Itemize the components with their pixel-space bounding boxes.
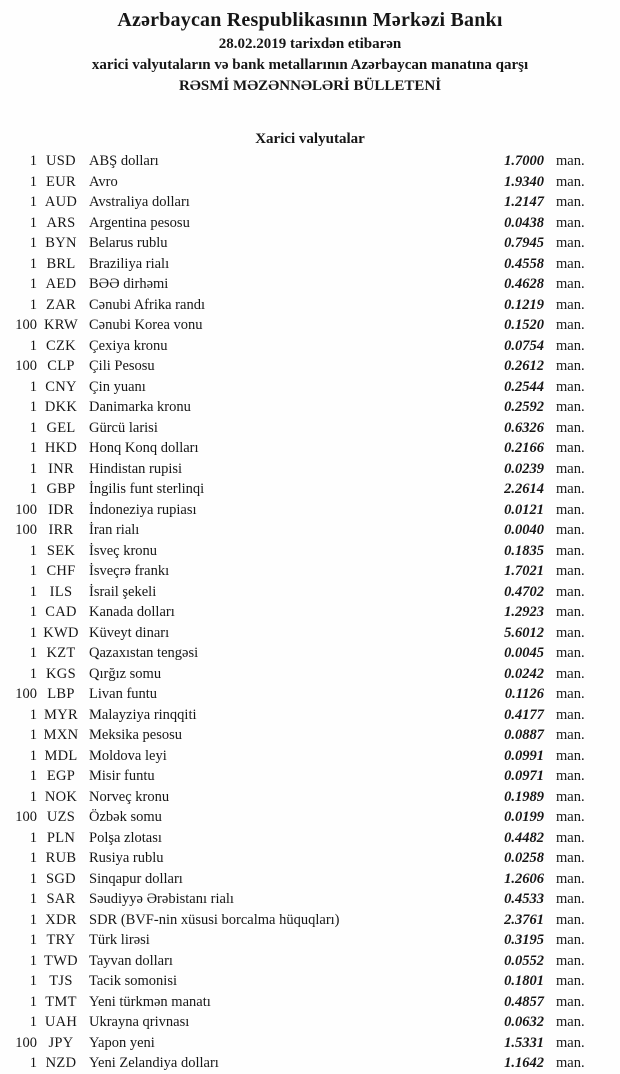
currency-code: IRR bbox=[48, 522, 74, 538]
rate-value: 0.1126 bbox=[504, 686, 544, 702]
unit-label: man. bbox=[556, 173, 585, 190]
currency-quantity: 1 bbox=[29, 296, 37, 313]
unit-label: man. bbox=[556, 153, 585, 169]
unit-label: man. bbox=[556, 235, 585, 251]
currency-code: TJS bbox=[49, 973, 73, 989]
unit-label: man. bbox=[556, 993, 585, 1010]
unit-label: man. bbox=[556, 665, 585, 682]
unit-label: man. bbox=[556, 952, 585, 969]
currency-quantity: 1 bbox=[29, 1014, 37, 1030]
rate-value: 0.6326 bbox=[504, 419, 544, 436]
currency-name: Norveç kronu bbox=[89, 788, 170, 805]
unit-label: man. bbox=[556, 850, 585, 866]
currency-row bbox=[0, 766, 620, 787]
currency-quantity: 100 bbox=[15, 501, 37, 518]
currency-code: DKK bbox=[44, 399, 78, 415]
currency-code: ILS bbox=[49, 583, 73, 600]
currency-name: Rusiya rublu bbox=[89, 850, 164, 866]
currency-quantity: 100 bbox=[15, 1034, 37, 1051]
currency-code: XDR bbox=[45, 911, 77, 928]
currency-name: Tacik somonisi bbox=[89, 973, 177, 989]
currency-quantity: 1 bbox=[29, 706, 37, 723]
currency-quantity: 1 bbox=[29, 788, 37, 805]
currency-row bbox=[0, 397, 620, 418]
currency-quantity: 1 bbox=[29, 337, 37, 354]
currency-quantity: 1 bbox=[29, 973, 37, 989]
unit-label: man. bbox=[556, 911, 585, 928]
currency-quantity: 1 bbox=[29, 911, 37, 928]
currency-code: ZAR bbox=[46, 296, 76, 313]
bulletin-title: RƏSMİ MƏZƏNNƏLƏRİ BÜLLETENİ bbox=[178, 78, 442, 94]
currency-row bbox=[0, 684, 620, 705]
currency-row bbox=[0, 541, 620, 562]
currency-name: Yeni Zelandiya dolları bbox=[89, 1055, 219, 1071]
currency-code: JPY bbox=[48, 1034, 74, 1051]
currency-quantity: 1 bbox=[29, 645, 37, 661]
currency-row bbox=[0, 746, 620, 767]
currency-code: KRW bbox=[44, 317, 78, 333]
rate-value: 0.0040 bbox=[504, 522, 544, 538]
currency-name: Çili Pesosu bbox=[89, 358, 155, 374]
currency-name: Yeni türkmən manatı bbox=[89, 993, 211, 1010]
currency-name: Tayvan dolları bbox=[89, 952, 173, 969]
rate-value: 0.4628 bbox=[504, 276, 544, 292]
currency-code: CAD bbox=[45, 604, 77, 620]
currency-row bbox=[0, 336, 620, 357]
currency-name: Honq Konq dolları bbox=[89, 440, 199, 456]
rate-value: 1.7000 bbox=[504, 153, 544, 169]
currency-quantity: 1 bbox=[29, 153, 37, 169]
currency-row bbox=[0, 192, 620, 213]
currency-code: KZT bbox=[46, 645, 76, 661]
currency-quantity: 1 bbox=[29, 932, 37, 948]
currency-quantity: 1 bbox=[29, 214, 37, 231]
currency-quantity: 1 bbox=[29, 727, 37, 743]
currency-row bbox=[0, 643, 620, 664]
currency-code: TRY bbox=[46, 932, 76, 948]
currency-quantity: 1 bbox=[29, 583, 37, 600]
unit-label: man. bbox=[556, 1055, 585, 1071]
currency-quantity: 1 bbox=[29, 399, 37, 415]
currency-name: SDR (BVF-nin xüsusi borcalma hüquqları) bbox=[89, 911, 340, 928]
currency-name: Cənubi Afrika randı bbox=[89, 296, 205, 313]
currency-name: Türk lirəsi bbox=[89, 932, 150, 948]
currency-name: Polşa zlotası bbox=[89, 829, 162, 846]
rate-value: 0.0754 bbox=[504, 337, 544, 354]
rate-value: 0.0438 bbox=[504, 214, 544, 231]
unit-label: man. bbox=[556, 604, 585, 620]
currency-quantity: 1 bbox=[29, 1055, 37, 1071]
currency-row bbox=[0, 561, 620, 582]
rate-value: 0.1520 bbox=[504, 317, 544, 333]
unit-label: man. bbox=[556, 501, 585, 518]
currency-name: Danimarka kronu bbox=[89, 399, 191, 415]
currency-quantity: 1 bbox=[29, 563, 37, 579]
rate-value: 0.4482 bbox=[504, 829, 544, 846]
unit-label: man. bbox=[556, 481, 585, 497]
unit-label: man. bbox=[556, 870, 585, 887]
currency-quantity: 1 bbox=[29, 604, 37, 620]
currency-quantity: 1 bbox=[29, 952, 37, 969]
currency-name: İsveç kronu bbox=[89, 542, 158, 559]
currency-code: TMT bbox=[45, 993, 77, 1010]
currency-row bbox=[0, 1012, 620, 1033]
currency-name: Özbək somu bbox=[89, 809, 162, 825]
currency-name: Qırğız somu bbox=[89, 665, 162, 682]
currency-quantity: 1 bbox=[29, 870, 37, 887]
rate-value: 0.0045 bbox=[504, 645, 544, 661]
unit-label: man. bbox=[556, 1014, 585, 1030]
unit-label: man. bbox=[556, 788, 585, 805]
unit-label: man. bbox=[556, 440, 585, 456]
currency-code: TWD bbox=[44, 952, 78, 969]
unit-label: man. bbox=[556, 542, 585, 559]
currency-quantity: 100 bbox=[15, 522, 37, 538]
currency-quantity: 1 bbox=[29, 850, 37, 866]
currency-row bbox=[0, 848, 620, 869]
currency-name: Avro bbox=[89, 173, 118, 190]
currency-quantity: 1 bbox=[29, 747, 37, 764]
rate-value: 0.0887 bbox=[504, 727, 544, 743]
currency-quantity: 1 bbox=[29, 173, 37, 190]
currency-code: IDR bbox=[48, 501, 74, 518]
currency-quantity: 100 bbox=[15, 686, 37, 702]
rate-value: 1.9340 bbox=[504, 173, 544, 190]
currency-quantity: 1 bbox=[29, 891, 37, 907]
currency-code: NZD bbox=[45, 1055, 77, 1071]
currency-name: Sinqapur dolları bbox=[89, 870, 183, 887]
currency-quantity: 1 bbox=[29, 460, 37, 477]
rate-value: 0.1989 bbox=[504, 788, 544, 805]
currency-name: İsveçrə frankı bbox=[89, 563, 170, 579]
effective-date-line: 28.02.2019 tarixdən etibarən bbox=[218, 36, 402, 52]
currency-row bbox=[0, 992, 620, 1013]
currency-row bbox=[0, 1053, 620, 1074]
rate-value: 0.0632 bbox=[504, 1014, 544, 1030]
currency-code: AUD bbox=[44, 194, 78, 210]
currency-code: PLN bbox=[46, 829, 76, 846]
section-title-foreign-currencies: Xarici valyutalar bbox=[255, 131, 365, 147]
rate-value: 0.1835 bbox=[504, 542, 544, 559]
currency-quantity: 1 bbox=[29, 624, 37, 641]
rate-value: 0.0971 bbox=[504, 768, 544, 784]
rate-value: 0.2166 bbox=[504, 440, 544, 456]
currency-code: SAR bbox=[46, 891, 76, 907]
currency-row bbox=[0, 664, 620, 685]
currency-code: GEL bbox=[46, 419, 76, 436]
currency-row bbox=[0, 869, 620, 890]
currency-row bbox=[0, 787, 620, 808]
currency-code: CHF bbox=[46, 563, 76, 579]
rate-value: 1.1642 bbox=[504, 1055, 544, 1071]
rate-value: 0.2612 bbox=[504, 358, 544, 374]
currency-row bbox=[0, 807, 620, 828]
rate-value: 0.1801 bbox=[504, 973, 544, 989]
unit-label: man. bbox=[556, 214, 585, 231]
currency-quantity: 100 bbox=[15, 358, 37, 374]
currency-code: GBP bbox=[46, 481, 76, 497]
currency-name: Çexiya kronu bbox=[89, 337, 168, 354]
currency-name: Malayziya rinqqiti bbox=[89, 706, 197, 723]
currency-quantity: 1 bbox=[29, 993, 37, 1010]
rate-value: 0.4558 bbox=[504, 255, 544, 272]
currency-code: SGD bbox=[46, 870, 76, 887]
rate-value: 0.7945 bbox=[504, 235, 544, 251]
unit-label: man. bbox=[556, 399, 585, 415]
currency-row bbox=[0, 459, 620, 480]
currency-row bbox=[0, 520, 620, 541]
rate-value: 0.4702 bbox=[504, 583, 544, 600]
currency-row bbox=[0, 233, 620, 254]
currency-quantity: 1 bbox=[29, 542, 37, 559]
unit-label: man. bbox=[556, 583, 585, 600]
unit-label: man. bbox=[556, 727, 585, 743]
currency-row bbox=[0, 951, 620, 972]
unit-label: man. bbox=[556, 337, 585, 354]
currency-row bbox=[0, 1033, 620, 1054]
unit-label: man. bbox=[556, 706, 585, 723]
rate-value: 0.0199 bbox=[504, 809, 544, 825]
rate-value: 1.2606 bbox=[504, 870, 544, 887]
currency-name: Səudiyyə Ərəbistanı rialı bbox=[89, 891, 234, 907]
currency-name: Moldova leyi bbox=[89, 747, 167, 764]
unit-label: man. bbox=[556, 973, 585, 989]
currency-row bbox=[0, 274, 620, 295]
rate-value: 0.0121 bbox=[504, 501, 544, 518]
currency-row bbox=[0, 500, 620, 521]
rate-value: 0.0991 bbox=[504, 747, 544, 764]
currency-code: KWD bbox=[43, 624, 79, 641]
currency-code: USD bbox=[46, 153, 76, 169]
unit-label: man. bbox=[556, 255, 585, 272]
rate-value: 0.0258 bbox=[504, 850, 544, 866]
currency-code: SEK bbox=[46, 542, 76, 559]
currency-name: Hindistan rupisi bbox=[89, 460, 183, 477]
currency-name: Misir funtu bbox=[89, 768, 155, 784]
currency-name: İsrail şekeli bbox=[89, 583, 157, 600]
rate-value: 5.6012 bbox=[504, 624, 544, 641]
unit-label: man. bbox=[556, 624, 585, 641]
currency-name: Gürcü larisi bbox=[89, 419, 158, 436]
rate-value: 0.0552 bbox=[504, 952, 544, 969]
rate-value: 0.4177 bbox=[504, 706, 544, 723]
currency-row bbox=[0, 889, 620, 910]
unit-label: man. bbox=[556, 563, 585, 579]
currency-code: CLP bbox=[47, 358, 75, 374]
currency-row bbox=[0, 930, 620, 951]
currency-name: Avstraliya dolları bbox=[89, 194, 190, 210]
currency-quantity: 1 bbox=[29, 194, 37, 210]
currency-code: NOK bbox=[44, 788, 78, 805]
currency-name: Argentina pesosu bbox=[89, 214, 190, 231]
rate-value: 0.4533 bbox=[504, 891, 544, 907]
currency-name: Belarus rublu bbox=[89, 235, 168, 251]
currency-name: Küveyt dinarı bbox=[89, 624, 170, 641]
currency-quantity: 100 bbox=[15, 809, 37, 825]
currency-row bbox=[0, 438, 620, 459]
unit-label: man. bbox=[556, 522, 585, 538]
exchange-rates-table bbox=[0, 151, 620, 1074]
currency-code: RUB bbox=[45, 850, 77, 866]
document-header bbox=[0, 0, 620, 97]
currency-row bbox=[0, 356, 620, 377]
currency-name: İndoneziya rupiası bbox=[89, 501, 197, 518]
unit-label: man. bbox=[556, 1034, 585, 1051]
currency-quantity: 1 bbox=[29, 255, 37, 272]
currency-name: Meksika pesosu bbox=[89, 727, 183, 743]
currency-name: Cənubi Korea vonu bbox=[89, 317, 203, 333]
currency-row bbox=[0, 151, 620, 172]
currency-quantity: 1 bbox=[29, 419, 37, 436]
rate-value: 0.4857 bbox=[504, 993, 544, 1010]
currency-row bbox=[0, 910, 620, 931]
currency-row bbox=[0, 602, 620, 623]
currency-quantity: 1 bbox=[29, 276, 37, 292]
currency-code: UAH bbox=[44, 1014, 78, 1030]
currency-name: ABŞ dolları bbox=[89, 153, 159, 169]
currency-code: KGS bbox=[46, 665, 76, 682]
currency-name: Qazaxıstan tengəsi bbox=[89, 645, 199, 661]
currency-code: MDL bbox=[44, 747, 78, 764]
unit-label: man. bbox=[556, 194, 585, 210]
description-line: xarici valyutaların və bank metallarının Azərbaycan manatına qarşı bbox=[91, 57, 529, 73]
currency-row bbox=[0, 828, 620, 849]
unit-label: man. bbox=[556, 891, 585, 907]
currency-row bbox=[0, 254, 620, 275]
unit-label: man. bbox=[556, 932, 585, 948]
currency-row bbox=[0, 213, 620, 234]
currency-code: EUR bbox=[46, 173, 76, 190]
rate-value: 2.3761 bbox=[504, 911, 544, 928]
unit-label: man. bbox=[556, 768, 585, 784]
currency-code: AED bbox=[45, 276, 77, 292]
currency-name: BƏƏ dirhəmi bbox=[89, 276, 169, 292]
currency-code: UZS bbox=[46, 809, 76, 825]
currency-row bbox=[0, 295, 620, 316]
currency-name: Braziliya rialı bbox=[89, 255, 170, 272]
rate-value: 1.7021 bbox=[504, 563, 544, 579]
currency-name: Çin yuanı bbox=[89, 378, 146, 395]
currency-code: CZK bbox=[46, 337, 76, 354]
unit-label: man. bbox=[556, 829, 585, 846]
currency-code: LBP bbox=[47, 686, 75, 702]
bank-title: Azərbaycan Respublikasının Mərkəzi Bankı bbox=[117, 9, 503, 31]
currency-code: HKD bbox=[44, 440, 78, 456]
rate-value: 2.2614 bbox=[504, 481, 544, 497]
rate-value: 0.2592 bbox=[504, 399, 544, 415]
unit-label: man. bbox=[556, 645, 585, 661]
currency-quantity: 1 bbox=[29, 768, 37, 784]
currency-row bbox=[0, 479, 620, 500]
unit-label: man. bbox=[556, 460, 585, 477]
currency-code: MXN bbox=[43, 727, 79, 743]
rate-value: 1.5331 bbox=[504, 1034, 544, 1051]
currency-quantity: 1 bbox=[29, 829, 37, 846]
currency-code: BRL bbox=[46, 255, 76, 272]
rate-value: 0.0239 bbox=[504, 460, 544, 477]
currency-code: CNY bbox=[45, 378, 77, 395]
currency-name: İran rialı bbox=[89, 522, 140, 538]
unit-label: man. bbox=[556, 419, 585, 436]
currency-name: Livan funtu bbox=[89, 686, 158, 702]
rate-value: 0.1219 bbox=[504, 296, 544, 313]
currency-row bbox=[0, 377, 620, 398]
currency-row bbox=[0, 971, 620, 992]
currency-quantity: 1 bbox=[29, 440, 37, 456]
unit-label: man. bbox=[556, 317, 585, 333]
currency-quantity: 1 bbox=[29, 378, 37, 395]
currency-row bbox=[0, 172, 620, 193]
currency-row bbox=[0, 315, 620, 336]
currency-name: Kanada dolları bbox=[89, 604, 175, 620]
currency-quantity: 1 bbox=[29, 235, 37, 251]
rate-value: 0.0242 bbox=[504, 665, 544, 682]
rate-value: 0.2544 bbox=[504, 378, 544, 395]
currency-name: Ukrayna qrivnası bbox=[89, 1014, 190, 1030]
currency-code: ARS bbox=[46, 214, 76, 231]
unit-label: man. bbox=[556, 296, 585, 313]
currency-row bbox=[0, 623, 620, 644]
currency-quantity: 1 bbox=[29, 665, 37, 682]
currency-code: MYR bbox=[44, 706, 78, 723]
currency-code: BYN bbox=[45, 235, 77, 251]
currency-name: İngilis funt sterlinqi bbox=[89, 481, 205, 497]
unit-label: man. bbox=[556, 747, 585, 764]
unit-label: man. bbox=[556, 378, 585, 395]
unit-label: man. bbox=[556, 809, 585, 825]
currency-row bbox=[0, 705, 620, 726]
currency-row bbox=[0, 725, 620, 746]
rate-value: 1.2147 bbox=[504, 194, 544, 210]
currency-name: Yapon yeni bbox=[89, 1034, 155, 1051]
currency-code: INR bbox=[48, 460, 74, 477]
currency-code: EGP bbox=[46, 768, 76, 784]
currency-quantity: 1 bbox=[29, 481, 37, 497]
unit-label: man. bbox=[556, 686, 585, 702]
currency-row bbox=[0, 582, 620, 603]
rate-value: 0.3195 bbox=[504, 932, 544, 948]
unit-label: man. bbox=[556, 358, 585, 374]
currency-row bbox=[0, 418, 620, 439]
currency-quantity: 100 bbox=[15, 317, 37, 333]
unit-label: man. bbox=[556, 276, 585, 292]
rate-value: 1.2923 bbox=[504, 604, 544, 620]
